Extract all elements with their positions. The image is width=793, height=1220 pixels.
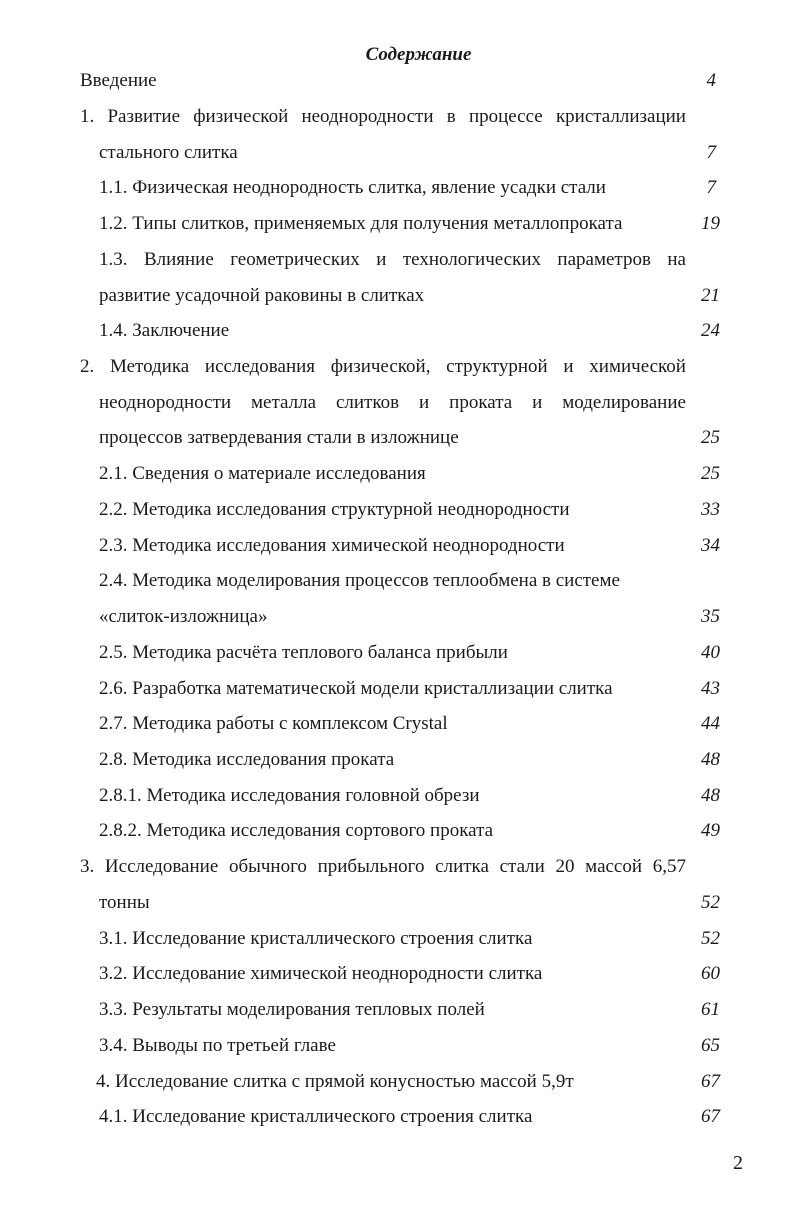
toc-2-1-page: 25	[701, 463, 720, 484]
toc-ch2-line2: неоднородности металла слитков и проката и моделирование	[99, 392, 686, 413]
toc-2-7-page: 44	[701, 713, 720, 734]
toc-2-4-line1: 2.4. Методика моделирования процессов теплообмена в системе	[99, 570, 620, 591]
toc-ch3-line1: 3. Исследование обычного прибыльного слитка стали 20 массой 6,57	[80, 856, 686, 877]
toc-ch2-line3: процессов затвердевания стали в изложнице	[99, 427, 459, 448]
toc-ch3-line2: тонны	[99, 892, 150, 913]
toc-4-1: 4.1. Исследование кристаллического строения слитка	[99, 1106, 533, 1127]
toc-2-2-page: 33	[701, 499, 720, 520]
toc-1-3-line2: развитие усадочной раковины в слитках	[99, 285, 425, 306]
toc-3-3-page: 61	[701, 999, 720, 1020]
toc-1-3-line1: 1.3. Влияние геометрических и технологических параметров на	[99, 249, 686, 270]
toc-3-3: 3.3. Результаты моделирования тепловых полей	[99, 999, 485, 1020]
toc-3-4-page: 65	[701, 1035, 720, 1056]
toc-ch1-line2: стального слитка	[99, 142, 238, 163]
toc-2-5-page: 40	[701, 642, 720, 663]
toc-2-3: 2.3. Методика исследования химической неоднородности	[99, 535, 565, 556]
toc-intro-page: 4	[706, 70, 716, 91]
toc-1-1: 1.1. Физическая неоднородность слитка, явление усадки стали	[99, 177, 606, 198]
toc-3-2: 3.2. Исследование химической неоднородности слитка	[99, 963, 543, 984]
toc-ch1-page: 7	[706, 142, 716, 163]
toc-2-5: 2.5. Методика расчёта теплового баланса прибыли	[99, 642, 508, 663]
toc-ch4: 4. Исследование слитка с прямой конусностью массой 5,9т	[96, 1071, 574, 1092]
toc-1-2: 1.2. Типы слитков, применяемых для получения металлопроката	[99, 213, 623, 234]
toc-2-8: 2.8. Методика исследования проката	[99, 749, 395, 770]
toc-1-4-page: 24	[701, 320, 720, 341]
toc-2-1: 2.1. Сведения о материале исследования	[99, 463, 426, 484]
toc-2-6: 2.6. Разработка математической модели кристаллизации слитка	[99, 678, 613, 699]
page-number: 2	[733, 1152, 743, 1174]
toc-3-4: 3.4. Выводы по третьей главе	[99, 1035, 336, 1056]
toc-1-2-page: 19	[701, 213, 720, 234]
toc-2-4-page: 35	[701, 606, 720, 627]
toc-3-2-page: 60	[701, 963, 720, 984]
toc-1-3-page: 21	[701, 285, 720, 306]
toc-1-1-page: 7	[706, 177, 716, 198]
toc-2-8-1-page: 48	[701, 785, 720, 806]
toc-2-7: 2.7. Методика работы с комплексом Crystal	[99, 713, 448, 734]
toc-2-8-2-page: 49	[701, 820, 720, 841]
toc-4-1-page: 67	[701, 1106, 720, 1127]
toc-ch4-page: 67	[701, 1071, 720, 1092]
toc-1-4: 1.4. Заключение	[99, 320, 230, 341]
toc-ch2-line1: 2. Методика исследования физической, структурной и химической	[80, 356, 686, 377]
toc-2-6-page: 43	[701, 678, 720, 699]
toc-2-4-line2: «слиток-изложница»	[99, 606, 268, 627]
toc-2-8-page: 48	[701, 749, 720, 770]
toc-2-8-2: 2.8.2. Методика исследования сортового проката	[99, 820, 494, 841]
toc-ch3-page: 52	[701, 892, 720, 913]
toc-2-2: 2.2. Методика исследования структурной неоднородности	[99, 499, 570, 520]
toc-ch2-page: 25	[701, 427, 720, 448]
toc-2-3-page: 34	[701, 535, 720, 556]
toc-2-8-1: 2.8.1. Методика исследования головной обрези	[99, 785, 480, 806]
toc-ch1-line1: 1. Развитие физической неоднородности в процессе кристаллизации	[80, 106, 686, 127]
toc-intro: Введение	[80, 70, 157, 91]
toc-3-1: 3.1. Исследование кристаллического строения слитка	[99, 928, 533, 949]
toc-3-1-page: 52	[701, 928, 720, 949]
toc-title: Содержание	[365, 44, 472, 65]
